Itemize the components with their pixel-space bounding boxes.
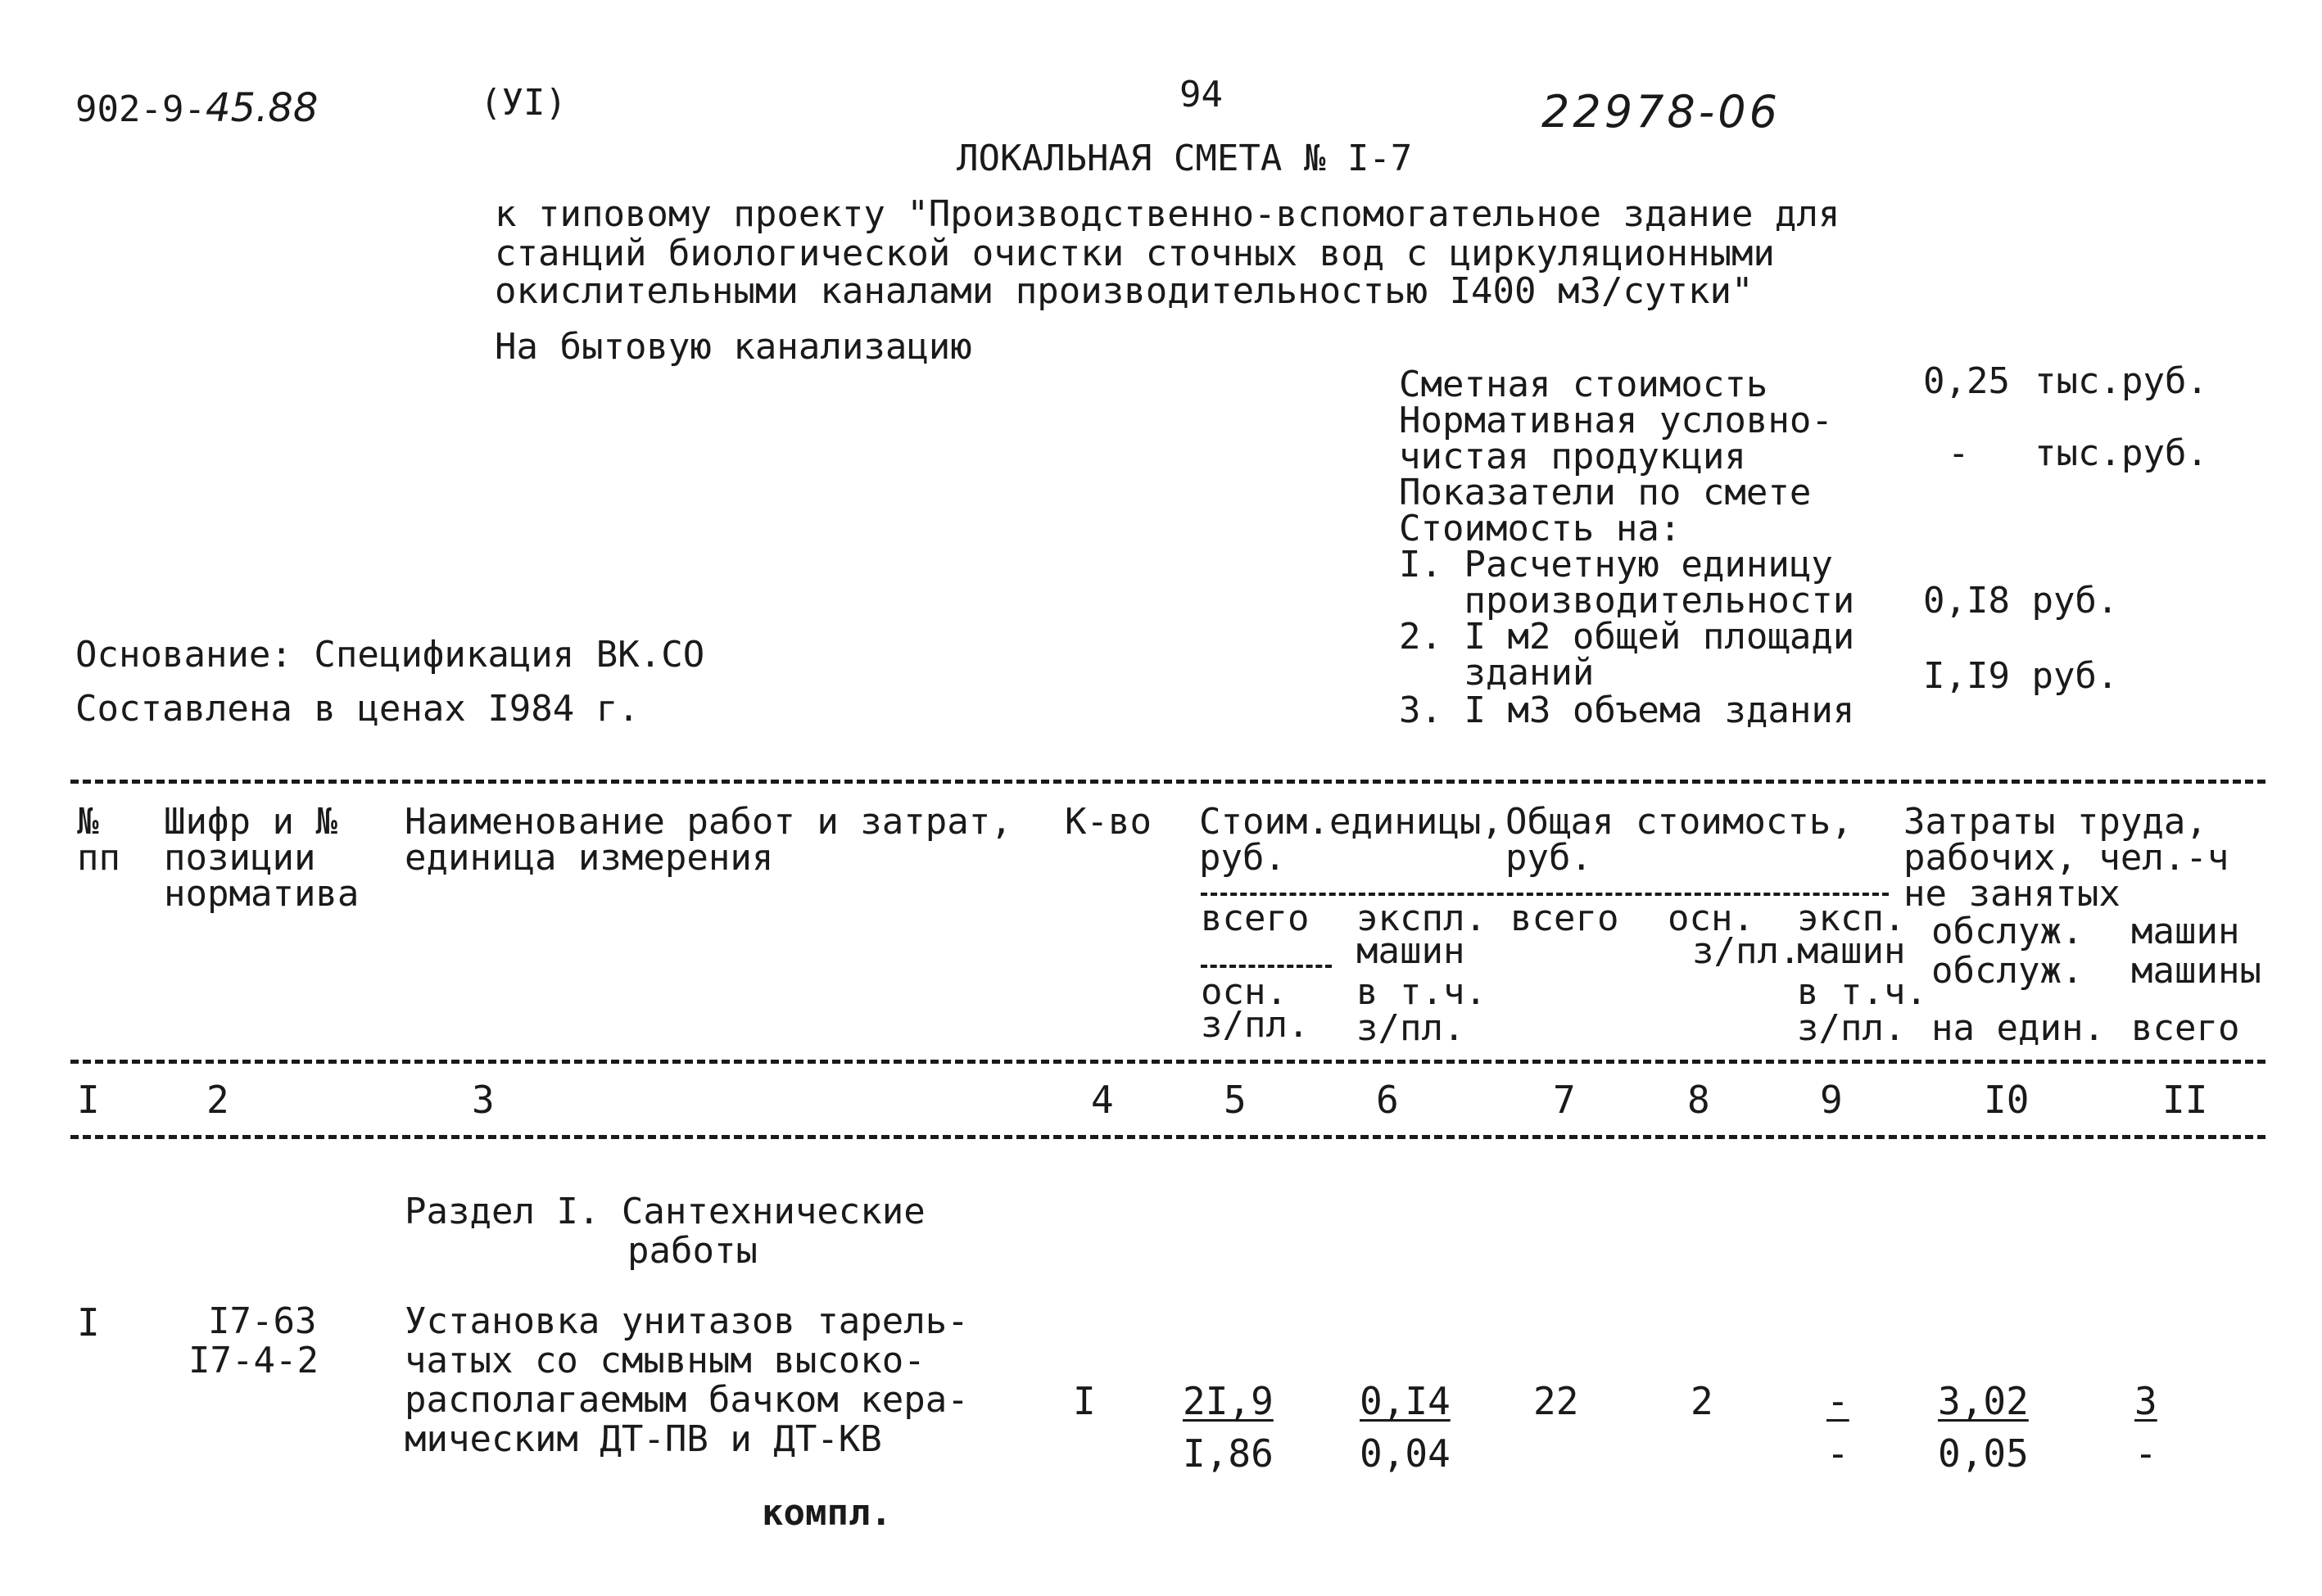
- header-col11: машин: [2131, 911, 2240, 952]
- header-col5: осн.: [1201, 971, 1288, 1013]
- column-number: 3: [472, 1078, 495, 1122]
- header-labor: Затраты труда,: [1903, 801, 2207, 843]
- row-total-wage: 2: [1691, 1379, 1713, 1423]
- summary-label: Сметная стоимость: [1399, 364, 1768, 405]
- header-col2: норматива: [164, 873, 360, 915]
- header-col6: з/пл.: [1356, 1007, 1465, 1049]
- net-product-unit: тыс.руб.: [2035, 432, 2208, 474]
- header-col1: пп: [77, 837, 120, 879]
- header-col8: осн.: [1668, 897, 1754, 939]
- section-title: Раздел I. Сантехнические: [405, 1191, 926, 1232]
- header-col10: обслуж.: [1931, 950, 2084, 992]
- summary-label: 2. I м2 общей площади: [1399, 616, 1855, 658]
- header-col9: з/пл.: [1797, 1007, 1906, 1049]
- document-title: ЛОКАЛЬНАЯ СМЕТА № I-7: [957, 138, 1413, 179]
- summary-label: 3. I м3 объема здания: [1399, 689, 1855, 731]
- row-name-line: Установка унитазов тарель-: [405, 1300, 969, 1342]
- header-labor: не занятых: [1903, 873, 2121, 915]
- row-name-line: располагаемым бачком кера-: [405, 1379, 969, 1421]
- row-total-machines: -: [1826, 1379, 1849, 1423]
- header-col5-divider: [1201, 965, 1332, 968]
- row-total-machines-wage: -: [1826, 1431, 1849, 1476]
- summary-label: I. Расчетную единицу: [1399, 544, 1833, 586]
- column-number: 4: [1091, 1078, 1114, 1122]
- net-product-value: -: [1948, 432, 1970, 474]
- header-unit-cost: Стоим.единицы,: [1199, 801, 1503, 843]
- summary-label: производительности: [1399, 580, 1855, 622]
- table-top-rule: [70, 780, 2265, 784]
- section-title-cont: работы: [627, 1230, 758, 1272]
- header-col4: К-во: [1065, 801, 1152, 843]
- row-name-line: мическим ДТ-ПВ и ДТ-КВ: [405, 1418, 882, 1460]
- subtitle-line-1: к типовому проекту "Производственно-вспомогательное здание для: [495, 193, 1840, 235]
- row-total-cost: 22: [1533, 1379, 1579, 1423]
- doc-code: [75, 85, 319, 131]
- volume-label: (УI): [480, 82, 567, 124]
- column-number: 8: [1687, 1078, 1710, 1122]
- header-col11: машины: [2131, 950, 2261, 992]
- column-numbers-rule: [70, 1135, 2265, 1139]
- doc-code-handwritten: 45.88: [205, 85, 319, 131]
- row-unit-cost-machines-wage: 0,04: [1360, 1431, 1451, 1476]
- header-col6: в т.ч.: [1356, 971, 1487, 1013]
- column-number: 7: [1553, 1078, 1576, 1122]
- row-unit: компл.: [762, 1492, 892, 1534]
- row-labor-machines-total: -: [2134, 1431, 2157, 1476]
- column-number: 9: [1820, 1078, 1843, 1122]
- price-level: Составлена в ценах I984 г.: [75, 688, 640, 730]
- column-number: I: [77, 1078, 100, 1122]
- header-col3: Наименование работ и затрат,: [405, 801, 1012, 843]
- row-name-line: чатых со смывным высоко-: [405, 1340, 926, 1381]
- header-col2: позиции: [164, 837, 316, 879]
- estimated-cost-value: 0,25: [1923, 360, 2010, 402]
- estimated-cost-unit: тыс.руб.: [2035, 360, 2208, 402]
- header-subrule: [1201, 893, 1889, 896]
- header-labor: рабочих, чел.-ч: [1903, 837, 2229, 879]
- row-quantity: I: [1073, 1379, 1096, 1423]
- summary-label: Показатели по смете: [1399, 472, 1812, 513]
- header-col11: всего: [2131, 1007, 2240, 1049]
- per-area-value: I,I9 руб.: [1923, 655, 2119, 697]
- header-col10: обслуж.: [1931, 911, 2084, 952]
- row-code: I7-63: [208, 1300, 317, 1342]
- row-unit-cost-machines: 0,I4: [1360, 1379, 1451, 1423]
- column-number: II: [2162, 1078, 2208, 1122]
- column-number: 6: [1376, 1078, 1399, 1122]
- stamp-number: 22978-06: [1541, 86, 1781, 138]
- subtitle-line-3: окислительными каналами производительностью I400 м3/сутки": [495, 270, 1754, 312]
- header-col2: Шифр и №: [164, 801, 337, 843]
- header-col5: з/пл.: [1201, 1004, 1310, 1046]
- estimate-basis: Основание: Спецификация ВК.СО: [75, 634, 705, 676]
- row-code: I7-4-2: [188, 1340, 319, 1381]
- header-col3: единица измерения: [405, 837, 774, 879]
- header-col9: машин: [1797, 930, 1906, 972]
- header-col5: всего: [1201, 897, 1310, 939]
- header-total-cost: Общая стоимость,: [1505, 801, 1853, 843]
- row-labor-total: 3: [2134, 1379, 2157, 1423]
- header-col9: в т.ч.: [1797, 971, 1927, 1013]
- header-total-cost: руб.: [1505, 837, 1592, 879]
- header-col7: всего: [1510, 897, 1619, 939]
- row-unit-cost-wage: I,86: [1183, 1431, 1274, 1476]
- page-number: 94: [1179, 74, 1223, 115]
- header-col8: з/пл.: [1692, 930, 1801, 972]
- row-unit-cost-total: 2I,9: [1183, 1379, 1274, 1423]
- header-col10: на един.: [1931, 1007, 2105, 1049]
- header-col6: экспл.: [1356, 897, 1487, 939]
- doc-code-prefix: 902-9-: [75, 88, 206, 130]
- row-labor-per-unit: 3,02: [1938, 1379, 2029, 1423]
- subtitle-line-2: станций биологической очистки сточных вод с циркуляционными: [495, 233, 1775, 274]
- column-number: 2: [206, 1078, 229, 1122]
- header-col9: эксп.: [1797, 897, 1906, 939]
- column-number: 5: [1224, 1078, 1247, 1122]
- column-number: I0: [1984, 1078, 2030, 1122]
- header-unit-cost: руб.: [1199, 837, 1286, 879]
- summary-label: зданий: [1399, 652, 1595, 694]
- row-number: I: [77, 1300, 100, 1345]
- summary-label: Стоимость на:: [1399, 508, 1682, 549]
- summary-label: чистая продукция: [1399, 436, 1746, 477]
- per-capacity-value: 0,I8 руб.: [1923, 580, 2119, 622]
- row-labor-machines-per-unit: 0,05: [1938, 1431, 2029, 1476]
- estimate-subject: На бытовую канализацию: [495, 326, 972, 368]
- summary-label: Нормативная условно-: [1399, 400, 1833, 441]
- header-col6: машин: [1356, 930, 1465, 972]
- header-col1: №: [77, 801, 99, 843]
- header-bottom-rule: [70, 1060, 2265, 1064]
